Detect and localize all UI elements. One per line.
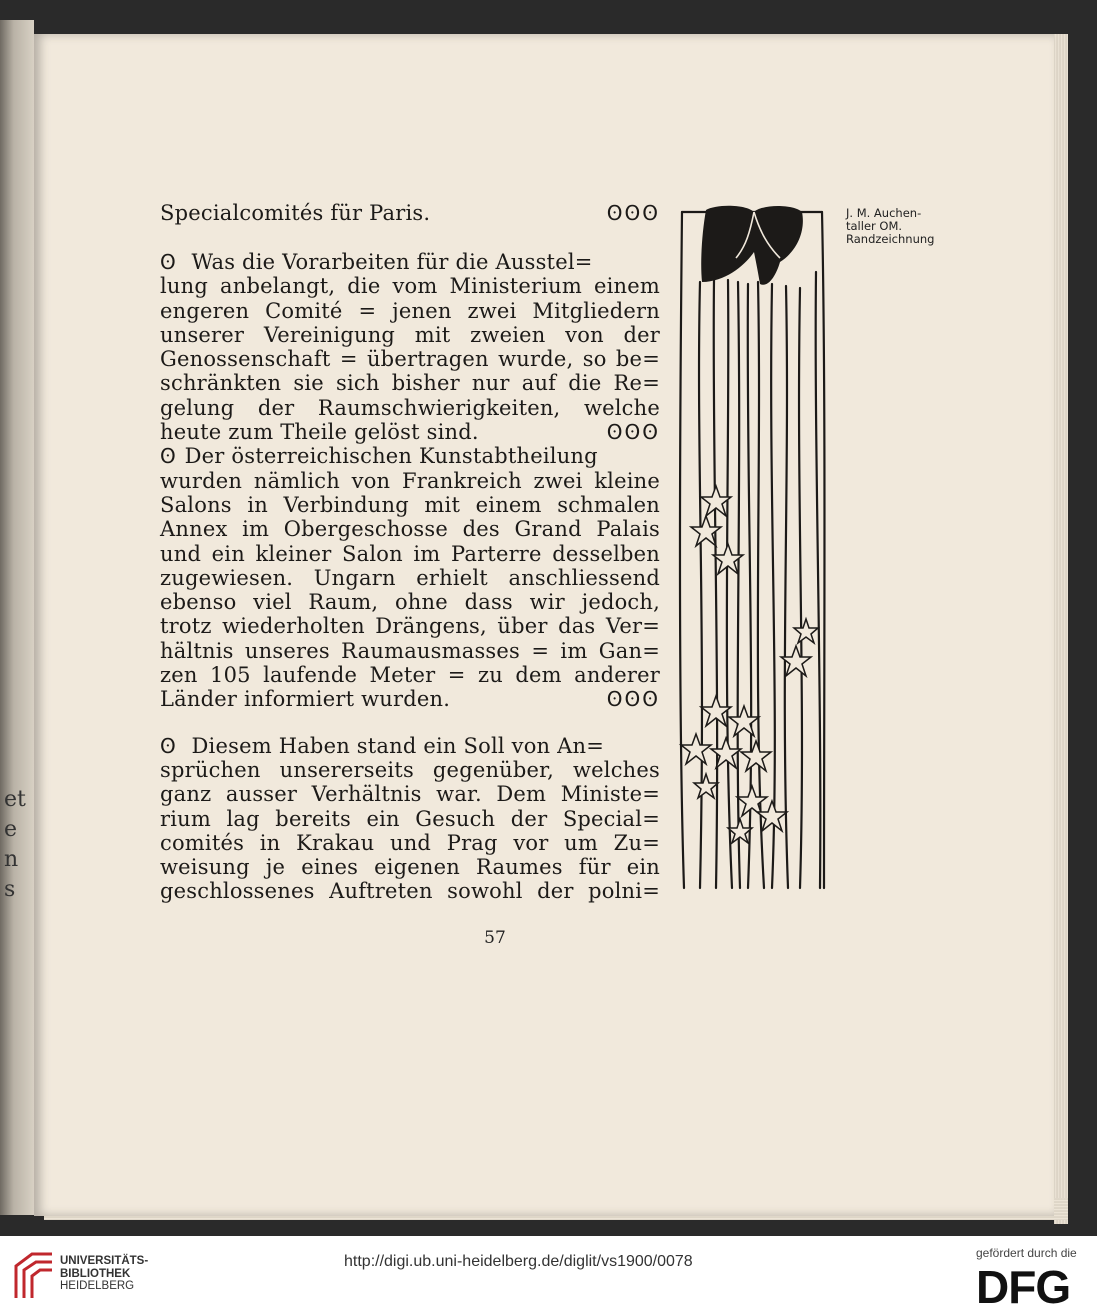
- text-line: sprüchen unsererseits gegenüber, welches: [160, 757, 660, 782]
- dfg-logo[interactable]: DFG: [976, 1261, 1071, 1313]
- text-line: schränkten sie sich bisher nur auf die Re=: [160, 371, 660, 396]
- university-library-name[interactable]: UNIVERSITÄTS- BIBLIOTHEK HEIDELBERG: [60, 1255, 149, 1292]
- text-line: zugewiesen. Ungarn erhielt anschliessend: [160, 565, 660, 590]
- border-drawing-illustration: [676, 202, 828, 892]
- text-line: engeren Comité = jenen zwei Mitgliedern: [160, 298, 660, 323]
- ornament-icon: ʘʘʘ: [606, 687, 660, 712]
- text-line: unserer Vereinigung mit zweien von der: [160, 322, 660, 347]
- text-line: comités in Krakau und Prag vor um Zu=: [160, 830, 660, 855]
- text-line: ʘ Der österreichischen Kunstabtheilung: [160, 444, 598, 469]
- text-line: zen 105 laufende Meter = zu dem anderer: [160, 663, 660, 688]
- paragraph-marker-icon: ʘ: [160, 733, 178, 758]
- paragraph-marker-icon: ʘ: [160, 250, 178, 274]
- text-line: Genossenschaft = übertragen wurde, so be=: [160, 347, 660, 372]
- page-stack-edge-right: [1054, 34, 1068, 1224]
- funding-label: gefördert durch die: [976, 1246, 1077, 1260]
- text-line: trotz wiederholten Drängens, über das Ver=: [160, 614, 660, 639]
- text-line: rium lag bereits ein Gesuch der Special=: [160, 806, 660, 831]
- ornament-icon: ʘʘʘ: [606, 420, 660, 445]
- university-library-logo-icon[interactable]: [12, 1250, 56, 1302]
- text-line: gelung der Raumschwierigkeiten, welche: [160, 395, 660, 420]
- text-line: Länder informiert wurden. ʘʘʘ: [160, 687, 660, 712]
- illustration-caption: J. M. Auchen- taller OM. Randzeichnung: [846, 206, 935, 246]
- text-line: lung anbelangt, die vom Ministerium einem: [160, 274, 660, 299]
- text-line: ʘ Diesem Haben stand ein Soll von An=: [160, 733, 605, 758]
- heading-text: Specialcomités für Paris.: [160, 200, 431, 225]
- text-line: weisung je eines eigenen Raumes für ein: [160, 855, 660, 880]
- text-line: ebenso viel Raum, ohne dass wir jedoch,: [160, 590, 660, 615]
- text-line: heute zum Theile gelöst sind. ʘʘʘ: [160, 420, 660, 445]
- text-line: ʘ Was die Vorarbeiten für die Ausstel=: [160, 250, 593, 274]
- facing-page-edge: [0, 20, 34, 1215]
- text-line: Salons in Verbindung mit einem schmalen: [160, 492, 660, 517]
- body-text: [160, 198, 660, 904]
- ornament-icon: ʘʘʘ: [606, 200, 660, 225]
- text-line: hältnis unseres Raumausmasses = im Gan=: [160, 638, 660, 663]
- text-line: ganz ausser Verhältnis war. Dem Ministe=: [160, 782, 660, 807]
- viewer-footer: [0, 1236, 1097, 1315]
- text-line: Annex im Obergeschosse des Grand Palais: [160, 517, 660, 542]
- text-line: wurden nämlich von Frankreich zwei kleine: [160, 468, 660, 493]
- text-line: und ein kleiner Salon im Parterre desselben: [160, 541, 660, 566]
- text-line: geschlossenes Auftreten sowohl der polni=: [160, 879, 660, 904]
- page-number: 57: [484, 928, 506, 948]
- paragraph-marker-icon: ʘ: [160, 444, 178, 469]
- permalink-url[interactable]: http://digi.ub.uni-heidelberg.de/diglit/vs1900/0078: [344, 1253, 693, 1270]
- section-heading: [160, 198, 660, 228]
- facing-page-letters: et e n s: [4, 787, 26, 902]
